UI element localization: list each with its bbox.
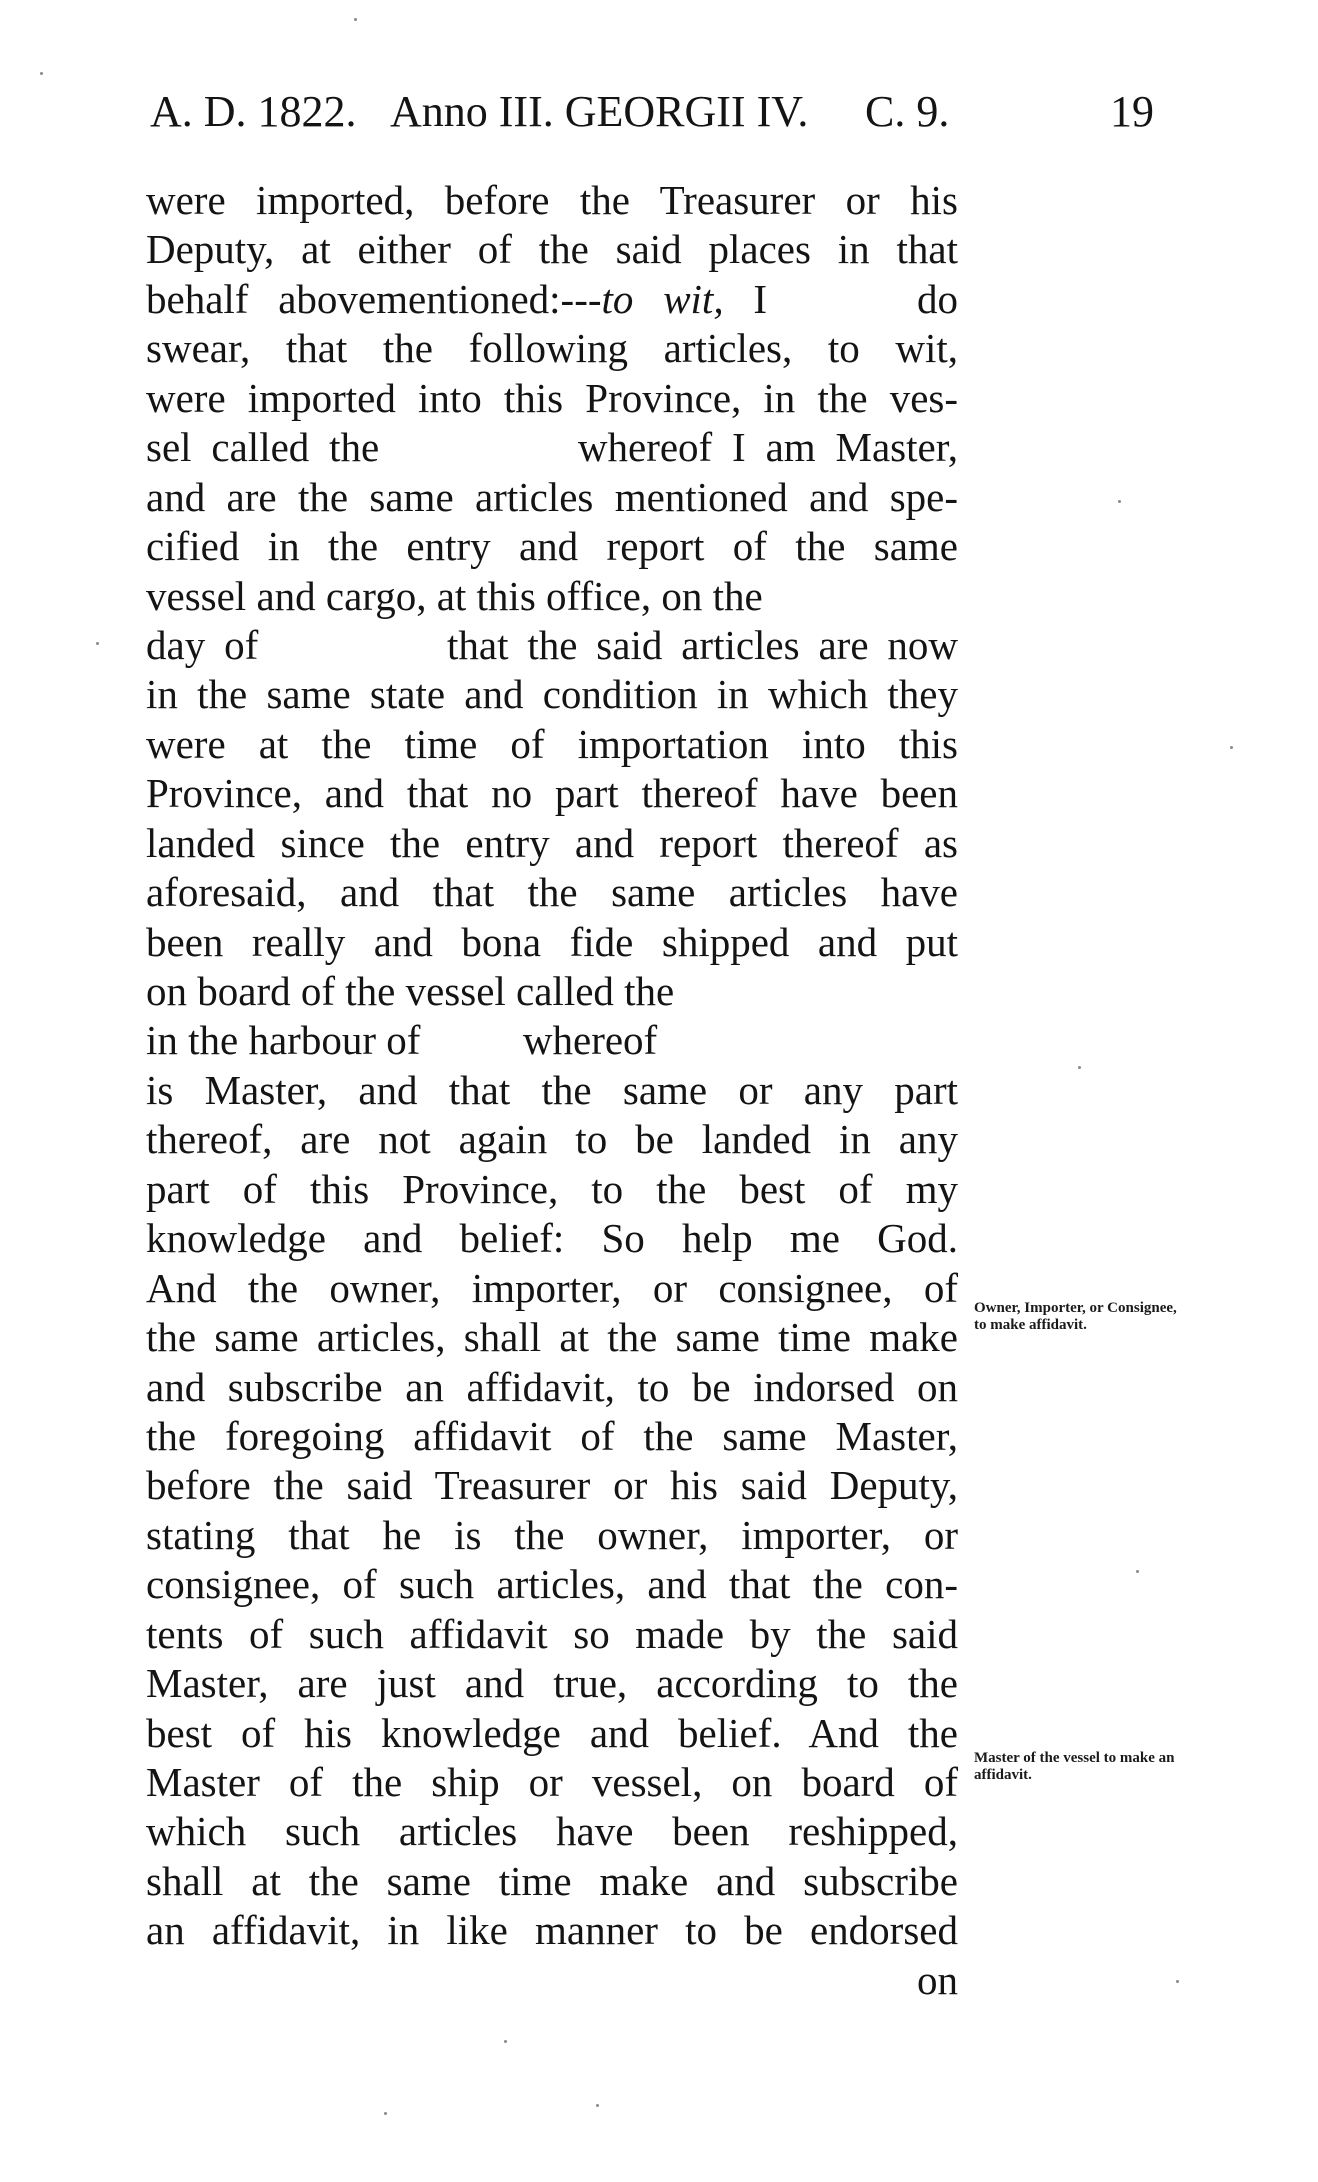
text-fragment: I [723,275,767,322]
running-head [150,82,1210,142]
print-speck [354,18,357,21]
text-line: day of that the said articles are now [146,621,958,668]
text-line: were imported, before the Treasurer or his [146,177,958,223]
text-line: were at the time of importation into this [146,720,958,767]
print-speck [1118,500,1121,503]
text-line: best of his knowledge and belief. And the [146,1709,958,1756]
text-line: shall at the same time make and subscribe [146,1857,958,1904]
text-line: vessel and cargo, at this office, on the [146,572,763,619]
text-line: And the owner, importer, or consignee, of [146,1264,958,1311]
text-line: on board of the vessel called the [146,968,675,1014]
text-line: which such articles have been reshipped, [146,1808,958,1855]
statute-text [146,176,958,2005]
text-line: sel called the whereof I am Master, [146,424,958,471]
chapter-heading: C. 9. [865,87,950,136]
print-speck [1136,1570,1139,1573]
print-speck [1230,746,1233,749]
text-line: Deputy, at either of the said places in that [146,226,958,273]
text-line [146,275,958,324]
catchword: on [917,1956,958,2003]
text-line: before the said Treasurer or his said Deputy, [146,1462,958,1509]
text-line: in the harbour of whereof [146,1017,658,1064]
print-speck [40,72,43,75]
italic-phrase: to wit, [601,275,724,322]
text-line: swear, that the following articles, to wit, [146,325,958,372]
print-speck [1078,1066,1081,1069]
print-speck [504,2040,507,2043]
text-line: been really and bona fide shipped and put [146,918,958,965]
margin-note-owner-affidavit: Owner, Importer, or Consignee, to make affidavit. [974,1300,1177,1333]
text-line: consignee, of such articles, and that the con- [146,1561,958,1608]
text-line: and subscribe an affidavit, to be indorsed on [146,1363,958,1410]
page-number: 19 [1110,87,1154,136]
text-line: aforesaid, and that the same articles have [146,869,958,916]
text-line: landed since the entry and report thereof as [146,819,958,866]
text-line: and are the same articles mentioned and spe- [146,473,958,520]
text-line: knowledge and belief: So help me God. [146,1215,958,1262]
text-fragment: behalf abovementioned:--- [146,275,602,322]
text-fragment: do [917,275,958,322]
text-line: Province, and that no part thereof have been [146,770,958,817]
text-line: cified in the entry and report of the same [146,523,958,570]
text-line: part of this Province, to the best of my [146,1165,958,1212]
text-line: thereof, are not again to be landed in any [146,1116,958,1163]
margin-note-master-affidavit: Master of the vessel to make an affidavit. [974,1750,1175,1783]
text-line: Master, are just and true, according to the [146,1660,958,1707]
text-line: stating that he is the owner, importer, or [146,1511,958,1558]
text-line: in the same state and condition in which they [146,671,958,718]
regnal-year-heading: Anno III. GEORGII IV. [390,87,809,136]
year-heading: A. D. 1822. [150,87,357,136]
text-line: were imported into this Province, in the ves- [146,374,958,421]
text-line: an affidavit, in like manner to be endorsed [146,1907,958,1954]
print-speck [96,642,99,645]
print-speck [596,2104,599,2107]
text-line: the foregoing affidavit of the same Master, [146,1412,958,1459]
text-line: Master of the ship or vessel, on board of [146,1759,958,1805]
text-line: is Master, and that the same or any part [146,1066,958,1113]
text-line: the same articles, shall at the same time make [146,1314,958,1361]
print-speck [1176,1980,1179,1983]
print-speck [384,2112,387,2115]
text-line: tents of such affidavit so made by the said [146,1610,958,1657]
